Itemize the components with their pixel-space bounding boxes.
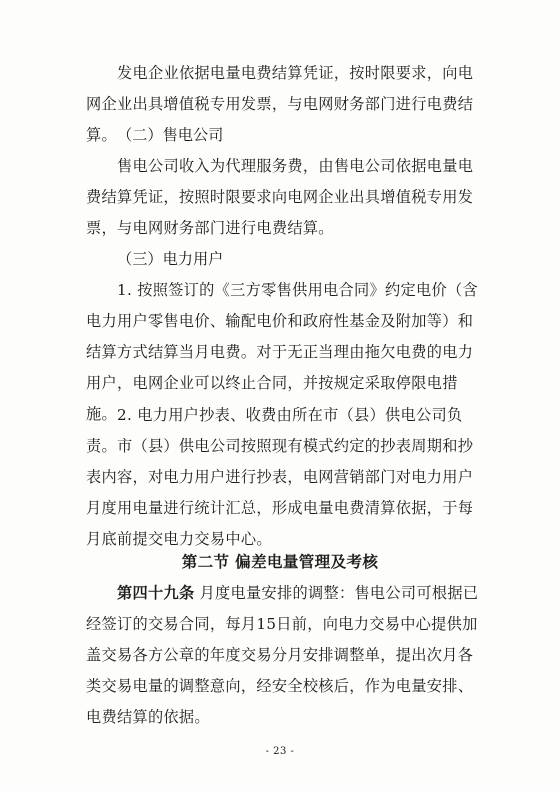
page-number: - 23 - bbox=[265, 746, 295, 757]
paragraph-meter-reading: 2. 电力用户抄表、收费由所在市（县）供电公司负责。市（县）供电公司按照现有模式约定的抄表周期和抄表内容，对电力用户进行抄表，电网营销部门对电力用户月度用电量进行统计汇总，形成电量电费清算依据，于每月底前提交电力交易中心。 bbox=[86, 406, 474, 548]
section-title: 第二节 偏差电量管理及考核 bbox=[181, 553, 379, 571]
article-49-text: 月度电量安排的调整：售电公司可根据已经签订的交易合同，每月15日前，向电力交易中心提供加盖交易各方公章的年度交易分月安排调整单，提出次月各类交易电量的调整意向，经安全校核后，作为电量安排、电费结算的依据。 bbox=[86, 584, 479, 726]
heading-retail-company: （二）售电公司 bbox=[117, 126, 224, 144]
heading-power-users: （三）电力用户 bbox=[117, 250, 224, 268]
article-49-paragraph bbox=[86, 578, 486, 733]
paragraph-retail-company: 售电公司收入为代理服务费，由售电公司依据电量电费结算凭证，按照时限要求向电网企业出具增值税专用发票，与电网财务部门进行电费结算。 bbox=[86, 157, 474, 237]
article-49-label: 第四十九条 bbox=[117, 584, 195, 602]
paragraph-generator-settlement: 发电企业依据电量电费结算凭证，按时限要求，向电网企业出具增值税专用发票，与电网财务部门进行电费结算。 bbox=[86, 64, 474, 144]
paragraph-user-billing: 1. 按照签订的《三方零售供用电合同》约定电价（含电力用户零售电价、输配电价和政府性基金及附加等）和结算方式结算当月电费。对于无正当理由拖欠电费的电力用户，电网企业可以终止合同，并按规定采取停限电措施。 bbox=[86, 281, 478, 423]
